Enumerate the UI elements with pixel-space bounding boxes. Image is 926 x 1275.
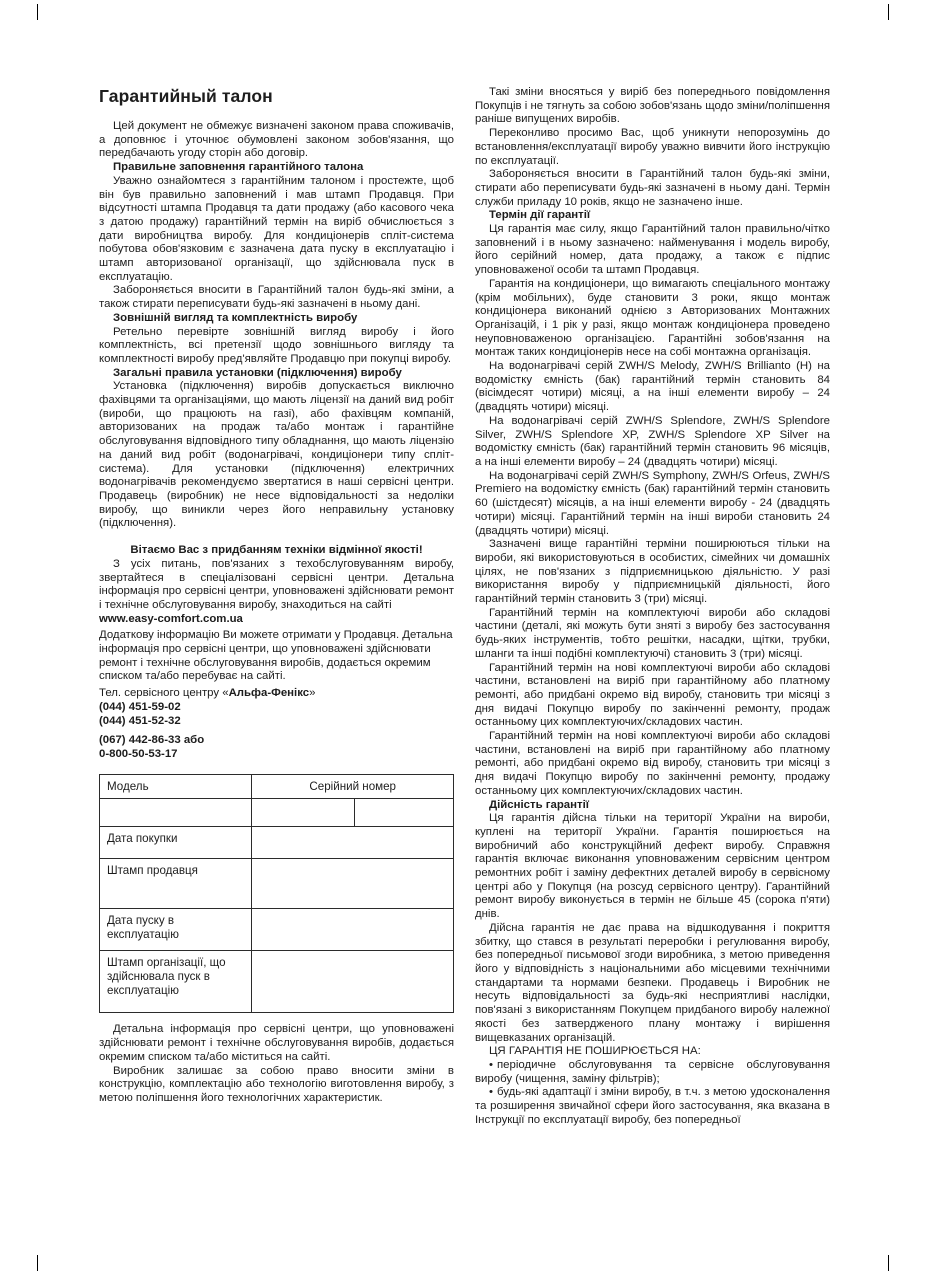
left-column xyxy=(99,86,454,1127)
serial-value-cell-2 xyxy=(354,799,453,827)
right-column xyxy=(475,86,830,1127)
serial-value-cell-1 xyxy=(252,799,354,827)
paragraph: Установка (підключення) виробів допускається виключно фахівцями та організаціями, що мають ліцензії на даний вид робіт (вироби, що працюють на газі), або фахівцям компаній, авторизованих на продаж та/або монтаж і гарантійне обслуговування відповідного типу обладнання, що мають ліцензію на даний вид робіт (водонагрівачі, кондиціонери типу спліт-система). Для установки (підключення) електричних водонагрівачів рекомендуємо звертатися в наші сервісні центри. Продавець (виробник) не несе відповідальності за недоліки виробу, що виникли через його неправильну установку (підключення). xyxy=(99,380,454,530)
model-value-cell xyxy=(100,799,252,827)
phone-number: (067) 442-86-33 або xyxy=(99,734,205,747)
bullet-text: періодичне обслуговування та сервісне обслуговування виробу (чищення, заміну фільтрів); xyxy=(475,1058,830,1085)
paragraph: Такі зміни вносяться у виріб без попереднього повідомлення Покупців і не тягнуть за собою зобов'язань щодо зміни/поліпшення раніше випущених виробів. xyxy=(475,86,830,126)
greeting-heading: Вітаємо Вас з придбанням техніки відмінної якості! xyxy=(130,544,423,557)
startup-date-value-cell xyxy=(252,909,454,951)
section-heading-warranty-term: Термін дії гарантії xyxy=(489,209,591,222)
bullet-icon: • xyxy=(489,1086,493,1099)
paragraph: Додаткову інформацію Ви можете отримати у Продавця. Детальна інформація про сервісні центри, що уповноважені здійснювати ремонт і технічне обслуговування виробів, додається окремим списком та/або перебуває на сайті. xyxy=(99,629,453,683)
paragraph: Забороняється вносити в Гарантійний талон будь-які зміни, стирати або переписувати будь-які зазначені в ньому дані. Термін служби приладу 10 років, якщо не зазначено інше. xyxy=(475,168,830,208)
paragraph: На водонагрівачі серій ZWH/S Melody, ZWH/S Brillianto (H) на водомістку ємність (бак) гарантійний термін становить 84 (вісімдесят чотири) місяці, а на інші елементи виробу – 24 (двадцять чотири) місяці. xyxy=(475,360,830,414)
bullet-item xyxy=(475,1059,830,1086)
paragraph: Гарантійний термін на нові комплектуючі вироби або складові частини, встановлені на виріб при гарантійному або платному ремонті, або придбані окремо від виробу, становить три місяці з дня видачі Покупцю виробу по закінченні ремонту, продажу останньому цих комплектуючих/складових частин. xyxy=(475,730,830,797)
section-heading-appearance: Зовнішній вигляд та комплектність виробу xyxy=(113,311,358,324)
crop-mark-top-right xyxy=(888,4,889,20)
paragraph: Детальна інформація про сервісні центри, що уповноважені здійснювати ремонт і технічне обслуговування виробів, додається окремим списком та/або міститься на сайті. xyxy=(99,1023,454,1063)
purchase-date-value-cell xyxy=(252,827,454,859)
model-label-cell: Модель xyxy=(100,774,252,799)
bullet-icon: • xyxy=(489,1058,493,1071)
crop-mark-top-left xyxy=(37,4,38,20)
phone-number: (044) 451-59-02 xyxy=(99,700,181,713)
purchase-date-label-cell: Дата покупки xyxy=(100,827,252,859)
phone-number: (044) 451-52-32 xyxy=(99,714,181,727)
phone-number: 0-800-50-53-17 xyxy=(99,747,178,760)
not-covered-heading: ЦЯ ГАРАНТІЯ НЕ ПОШИРЮЄТЬСЯ НА: xyxy=(489,1045,701,1058)
service-center-line xyxy=(99,687,454,701)
paragraph: Гарантія на кондиціонери, що вимагають спеціального монтажу (крім мобільних), буде становити 3 роки, якщо монтаж кондиціонера виконаний однією з Авторизованих Монтажних Організацій, і 1 рік у разі, якщо монтаж кондиціонера проведено неуповноваженою організацією. Гарантійні зобов'язання на монтаж таких кондиціонерів несе на собі монтажна організація. xyxy=(475,277,830,359)
paragraph: Цей документ не обмежує визначені законом права споживачів, а доповнює і уточнює обумовлені законом зобов'язання, що передбачають угоду сторін або договір. xyxy=(99,120,454,160)
section-heading-warranty-validity: Дійсність гарантії xyxy=(489,798,589,811)
startup-org-label-cell: Штамп організації, що здійснювала пуск в експлуатацію xyxy=(100,951,252,1013)
paragraph: На водонагрівачі серій ZWH/S Splendore, ZWH/S Splendore Silver, ZWH/S Splendore XP, ZWH/S Splendore XP Silver на водомістку ємність (бак) гарантійний термін становить 96 місяців, а на інші елементи виробу – 24 (двадцять чотири) місяці. xyxy=(475,414,830,468)
paragraph: З усіх питань, пов'язаних з техобслуговуванням виробу, звертайтеся в спеціалізовані сервісні центри. Детальна інформація про сервісні центри, уповноважені здійснювати ремонт і технічне обслуговування виробу, знаходиться на сайті xyxy=(99,557,454,611)
startup-date-label-cell: Дата пуску в експлуатацію xyxy=(100,909,252,951)
paragraph: Гарантійний термін на комплектуючі вироби або складові частини (деталі, які можуть бути зняті з виробу без застосування будь-яких інструментів, тобто решітки, насадки, щітки, трубки, шланги та інші подібні комплектуючі) становить 3 (три) місяці. xyxy=(475,606,830,660)
startup-org-value-cell xyxy=(252,951,454,1013)
paragraph: Гарантійний термін на нові комплектуючі вироби або складові частини, встановлені на виріб при гарантійному або платному ремонті, або придбані окремо від виробу, становить три місяці з дня видачі Покупцю виробу по закінченні ремонту, продаж останньому цих комплектуючих/складових частин. xyxy=(475,661,830,729)
crop-mark-bottom-left xyxy=(37,1255,38,1271)
warranty-form-table xyxy=(99,774,454,1014)
seller-stamp-label-cell: Штамп продавця xyxy=(100,859,252,909)
paragraph: Дійсна гарантія не дає права на відшкодування і покриття збитку, що стався в результаті переробки і регулювання виробу, без попередньої письмової згоди виробника, з метою приведення його у відповідність з національними або місцевими технічними стандартами та нормами безпеки. Продавець і Виробник не несуть відповідальності за будь-які несприятливі наслідки, пов'язані з використанням Покупцем придбаного виробу належної якості без затвердженого плану монтажу і вирішення вищевказаних організацій. xyxy=(475,921,830,1044)
section-heading-installation: Загальні правила установки (підключення) виробу xyxy=(113,366,402,379)
paragraph: Ретельно перевірте зовнішній вигляд виробу і його комплектність, всі претензії щодо зовнішнього вигляду та комплектності виробу пред'являйте Продавцю при покупці виробу. xyxy=(99,325,454,365)
bullet-item xyxy=(475,1086,830,1127)
paragraph: На водонагрівачі серій ZWH/S Symphony, ZWH/S Orfeus, ZWH/S Premiero на водомістку ємність (бак) гарантійний термін становить 60 (шістдесят) місяців, а на інші елементи виробу - 24 (двадцять чотири) місяці. Гарантійний термін на інші вироби становить 24 (двадцять чотири) місяці. xyxy=(475,469,830,537)
service-center-name: Альфа-Фенікс xyxy=(228,687,310,700)
bullet-text: будь-які адаптації і зміни виробу, в т.ч. з метою удосконалення та розширення звичайної сфери його застосування, яка вказана в Інструкції по експлуатації виробу, без попередньої xyxy=(475,1086,830,1126)
service-center-close: » xyxy=(309,687,316,700)
paragraph: Переконливо просимо Вас, щоб уникнути непорозумінь до встановлення/експлуатації виробу уважно вивчити його інструкцію по експлуатації. xyxy=(475,127,830,167)
page-title: Гарантийный талон xyxy=(99,86,273,106)
paragraph: Уважно ознайомтеся з гарантійним талоном і простежте, щоб він був правильно заповнений і мав штамп Продавця. При відсутності штампа Продавця та дати продажу (або касового чека з датою продажу) гарантійний термін на виріб обчислюється з дати виробництва виробу. Для кондиціонерів спліт-система побутова обов'язковим є зазначена дата пуску в експлуатацію і штамп авторизованої організації, що здійснювала пуск в експлуатацію. xyxy=(99,174,454,283)
document-content xyxy=(99,86,830,1127)
serial-label-cell: Серійний номер xyxy=(252,774,454,799)
paragraph: Ця гарантія має силу, якщо Гарантійний талон правильно/чітко заповнений і в ньому зазначено: найменування і модель виробу, його серійний номер, дата продажу, а також є підпис уповноваженої особи та штамп Продавця. xyxy=(475,223,830,277)
section-heading-filling-rules: Правильне заповнення гарантійного талона xyxy=(113,161,364,174)
seller-stamp-value-cell xyxy=(252,859,454,909)
website-link[interactable]: www.easy-comfort.com.ua xyxy=(99,612,243,625)
crop-mark-bottom-right xyxy=(888,1255,889,1271)
paragraph: Забороняється вносити в Гарантійний талон будь-які зміни, а також стирати переписувати будь-які зазначені в ньому дані. xyxy=(99,284,454,311)
paragraph: Виробник залишає за собою право вносити зміни в конструкцію, комплектацію або технологію виготовлення виробу, з метою поліпшення його технологічних характеристик. xyxy=(99,1064,454,1104)
service-center-intro: Тел. сервісного центру « xyxy=(99,687,229,700)
paragraph: Зазначені вище гарантійні терміни поширюються тільки на вироби, які використовуються в особистих, сімейних чи домашніх цілях, не пов'язаних з підприємницькою діяльністю. У разі використання виробу у підприємницькій діяльності, його гарантійний термін становить 3 (три) місяці. xyxy=(475,538,830,606)
paragraph: Ця гарантія дійсна тільки на території України на вироби, куплені на території України. Гарантія поширюється на виробничий або конструкційний дефект виробу. Справжня гарантія включає виконання уповноваженим сервісним центром ремонтних робіт і заміну дефектних деталей виробу в сервісному центрі або у Покупця (на розсуд сервісного центру). Гарантійний ремонт виробу виконується в термін не більше 45 (сорока п'яти) днів. xyxy=(475,812,830,921)
